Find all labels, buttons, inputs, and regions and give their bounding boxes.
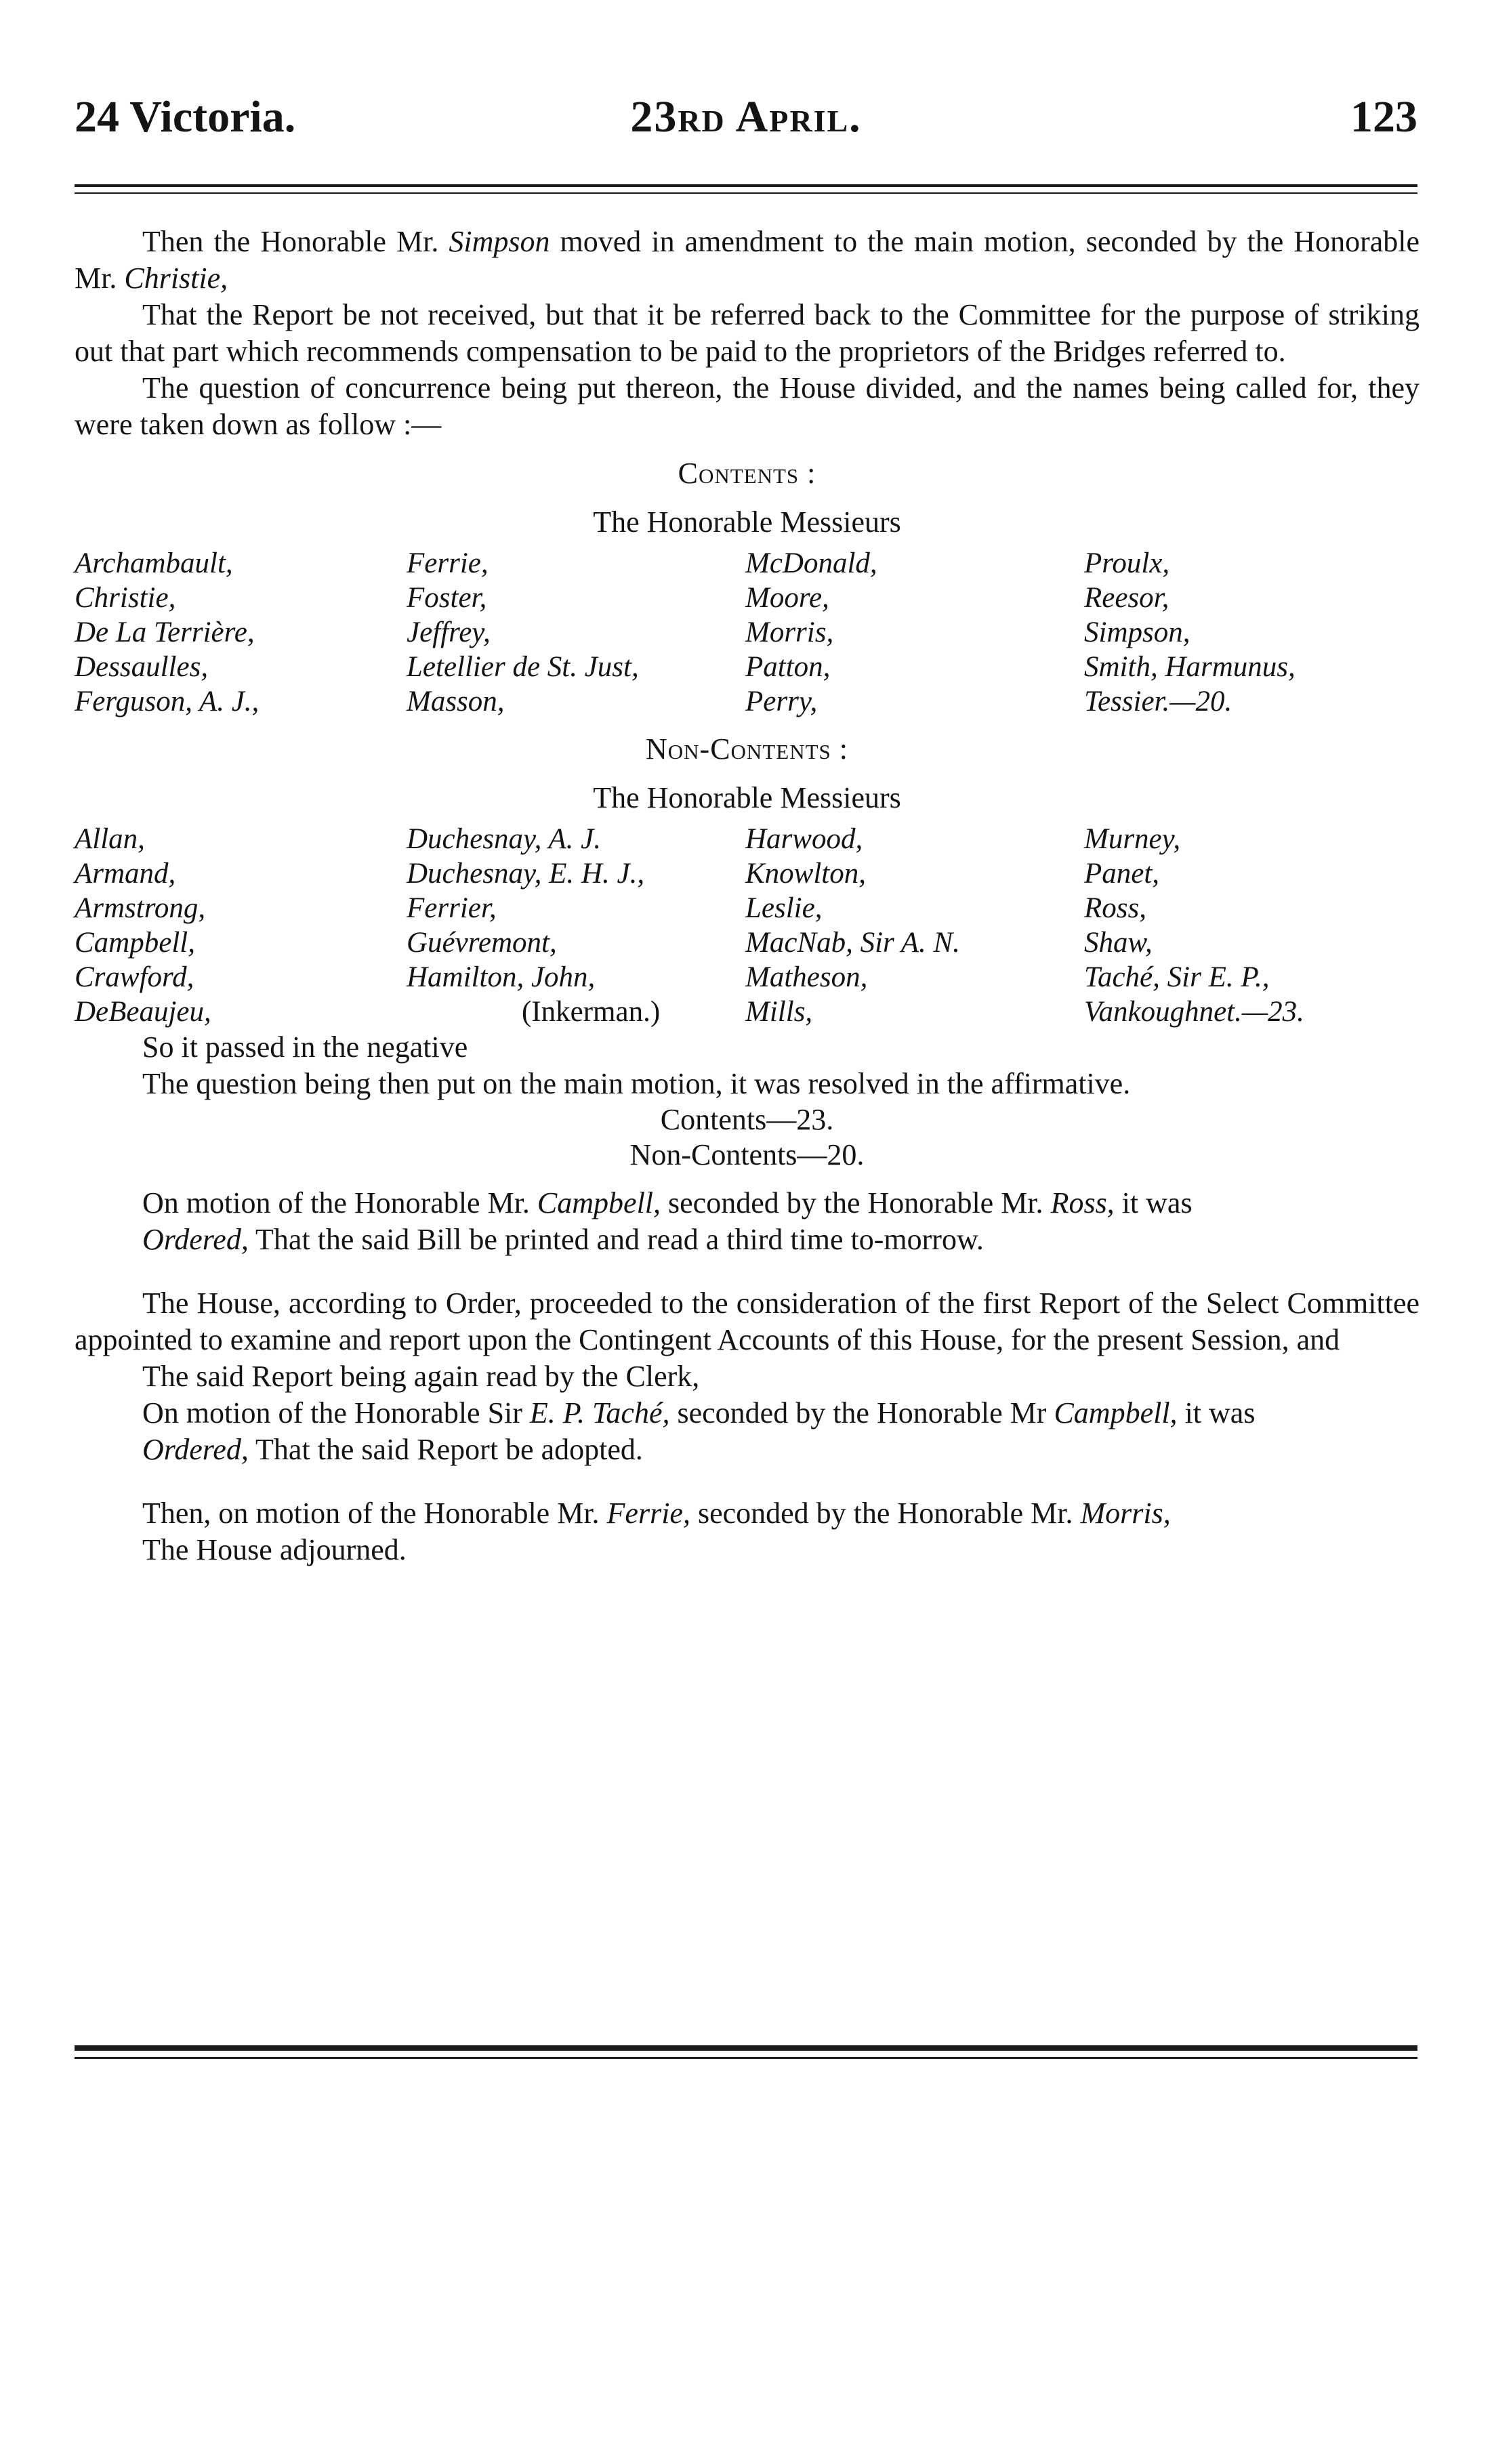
list-item: McDonald, (745, 547, 877, 579)
amendment-text: That the Report be not received, but that it be referred back to the Committee for the purpose of striking out that part which recommends compensation to be paid to the proprietors of the Bridges referred to. (75, 298, 1420, 368)
list-item: (Inkerman.) (522, 996, 661, 1028)
list-item: Ferrie, (407, 547, 489, 579)
list-item: Ferrier, (407, 892, 497, 924)
list-item: Dessaulles, (75, 651, 209, 683)
list-item: Hamilton, John, (407, 961, 596, 993)
list-item: Allan, (75, 823, 145, 855)
list-item: Reesor, (1084, 582, 1169, 614)
main-motion-result: The question being then put on the main motion, it was resolved in the affirmative. (142, 1067, 1131, 1100)
list-item: Shaw, (1084, 927, 1153, 959)
page-number: 123 (1350, 92, 1417, 142)
list-item: Panet, (1084, 858, 1160, 890)
footer-rule-thin (75, 2057, 1417, 2059)
list-item: DeBeaujeu, (75, 996, 211, 1028)
footer-rule-thick (75, 2045, 1417, 2051)
list-item: Christie, (75, 582, 176, 614)
contents-subheading: The Honorable Messieurs (593, 505, 901, 539)
list-item: Matheson, (745, 961, 868, 993)
negative-result: So it passed in the negative (142, 1030, 468, 1064)
tally-contents: Contents—23. (660, 1103, 834, 1136)
non-contents-subheading: The Honorable Messieurs (593, 781, 901, 814)
member-name: Ross, (1050, 1186, 1115, 1219)
list-item: Smith, Harmunus, (1084, 651, 1296, 683)
list-item: Letellier de St. Just, (407, 651, 639, 683)
member-name: Simpson (449, 225, 550, 258)
list-item: Mills, (745, 996, 813, 1028)
list-item: Campbell, (75, 927, 195, 959)
list-item: Morris, (745, 617, 834, 648)
list-item: Duchesnay, E. H. J., (407, 858, 645, 890)
list-item: Simpson, (1084, 617, 1190, 648)
report-read: The said Report being again read by the Clerk, (142, 1360, 700, 1393)
list-item: Archambault, (75, 547, 233, 579)
list-item: Guévremont, (407, 927, 557, 959)
list-item: Armstrong, (75, 892, 206, 924)
tally-non-contents: Non-Contents—20. (629, 1138, 865, 1171)
member-name: Ferrie, (606, 1497, 690, 1530)
header-rule-thick (75, 184, 1417, 187)
header-rule-thin (75, 192, 1417, 194)
non-contents-names-list (75, 822, 1420, 1029)
list-item: Proulx, (1084, 547, 1170, 579)
list-item: Moore, (745, 582, 829, 614)
header-date: 23rd April. (630, 92, 862, 142)
third-reading-motion: On motion of the Honorable Mr. Campbell, seconded by the Honorable Mr. Ross, it was (142, 1186, 1193, 1219)
non-contents-heading: Non-Contents : (646, 732, 848, 766)
list-item: Ross, (1084, 892, 1146, 924)
vote-tally (75, 1102, 1420, 1173)
list-item: Armand, (75, 858, 176, 890)
list-item: Ferguson, A. J., (75, 686, 260, 717)
member-name: Christie, (124, 262, 228, 295)
list-item: Knowlton, (745, 858, 867, 890)
list-item: Murney, (1084, 823, 1181, 855)
division-paragraph: The question of concurrence being put thereon, the House divided, and the names being called for, they were taken down as follow :— (75, 371, 1420, 441)
adjournment-text: The House adjourned. (142, 1533, 407, 1566)
list-item: Vankoughnet.—23. (1084, 996, 1304, 1028)
header-regnal-year: 24 Victoria. (75, 92, 296, 142)
member-name: Campbell, (537, 1186, 661, 1219)
list-item: De La Terrière, (75, 617, 255, 648)
report-motion: On motion of the Honorable Sir E. P. Taché, seconded by the Honorable Mr Campbell, it was (142, 1396, 1256, 1429)
contents-heading: Contents : (678, 457, 816, 490)
list-item: Patton, (745, 651, 831, 683)
adjournment-motion: Then, on motion of the Honorable Mr. Ferrie, seconded by the Honorable Mr. Morris, (142, 1497, 1171, 1530)
amendment-paragraph: Then the Honorable Mr. Simpson moved in amendment to the main motion, seconded by the Honorable Mr. Christie, (75, 225, 1420, 295)
list-item: Leslie, (745, 892, 823, 924)
list-item: Tessier.—20. (1084, 686, 1232, 717)
member-name: Campbell, (1054, 1396, 1178, 1429)
running-header (75, 91, 1417, 152)
list-item: Harwood, (745, 823, 863, 855)
report-order: Ordered, That the said Report be adopted. (142, 1433, 643, 1466)
member-name: E. P. Taché, (529, 1396, 670, 1429)
list-item: Duchesnay, A. J. (407, 823, 601, 855)
contents-names-list (75, 546, 1420, 719)
list-item: Foster, (407, 582, 487, 614)
page-body (75, 224, 1420, 1568)
list-item: Crawford, (75, 961, 194, 993)
list-item: Perry, (745, 686, 818, 717)
list-item: MacNab, Sir A. N. (745, 927, 960, 959)
list-item: Masson, (407, 686, 505, 717)
list-item: Jeffrey, (407, 617, 491, 648)
list-item: Taché, Sir E. P., (1084, 961, 1270, 993)
member-name: Morris, (1080, 1497, 1171, 1530)
report-consideration: The House, according to Order, proceeded to the consideration of the first Report of the Select Committee appointed to examine and report upon the Contingent Accounts of this House, for the present Session, and (75, 1287, 1420, 1356)
third-reading-order: Ordered, That the said Bill be printed and read a third time to-morrow. (142, 1223, 984, 1256)
